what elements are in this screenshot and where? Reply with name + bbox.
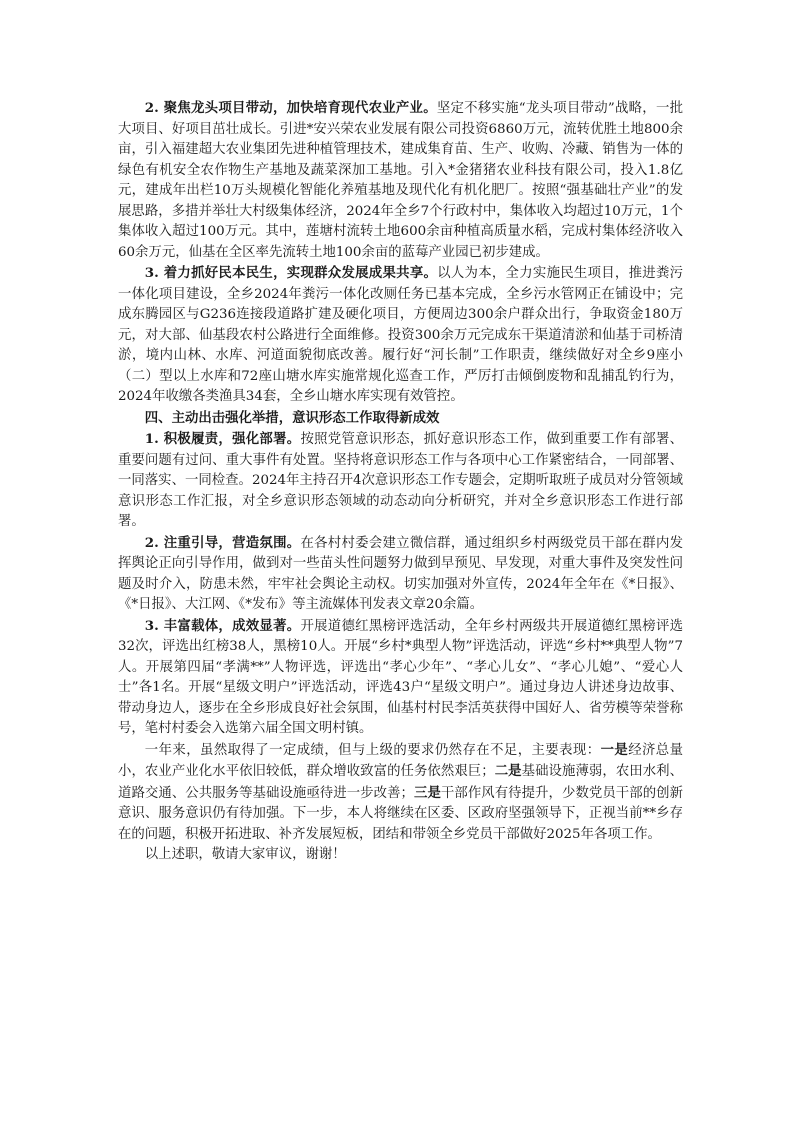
summary-point-two-lead: 二是: [494, 763, 522, 779]
paragraph-text: 坚定不移实施“龙头项目带动”战略，一批大项目、好项目茁壮成长。引进*安兴荣农业发展有限公司投资6860万元，流转优胜土地800余亩，引入福建超大农业集团先进种植管理技术，建成集育苗、生产、收购、冷藏、销售为一体的绿色有机安全农作物生产基地及蔬菜深加工基地。引入*金猪猪农业科技有限公司，投入1.8亿元，建成年出栏10万头规模化智能化养殖基地及现代化有机化肥厂。按照“强基础壮产业”的发展思路，多措并举壮大村级集体经济，2024年全乡7个行政村中，集体收入均超过10万元，1个集体收入超过100万元。其中，莲塘村流转土地600余亩种植高质量水稻，完成村集体经济收入60余万元，仙基在全区率先流转土地100余亩的蓝莓产业园已初步建成。: [118, 101, 683, 260]
summary-point-two: 基础设施薄弱，农田水利、道路交通、公共服务等基础设施亟待进一步改善；: [118, 764, 684, 801]
summary-intro: 一年来，虽然取得了一定成绩，但与上级的要求仍然存在不足，主要表现：: [144, 742, 601, 758]
paragraph-lead: 2. 注重引导，营造氛围。: [144, 534, 301, 551]
paragraph-lead: 1. 积极履责，强化部署。: [144, 431, 301, 447]
section-heading: 四、主动出击强化举措，意识形态工作取得新成效: [144, 409, 440, 426]
paragraph-text: 以人为本，全力实施民生项目，推进粪污一体化项目建设，全乡2024年粪污一体化改厕任务已基本完成，全乡污水管网正在铺设中；完成东腾园区与G236连接段道路扩建及硬化项目，方便周边300余户群众出行，争取资金180万元，对大部、仙基段农村公路进行全面维修。投资300余万元完成东干渠道清淤和仙基于司桥清淤，境内山林、水库、河道面貌彻底改善。履行好“河长制”工作职责，继续做好对全乡9座小（二）型以上水库和72座山塘水库实施常规化巡查工作，严厉打击倾倒废物和乱捕乱钓行为，2024年收缴各类渔具34套，全乡山塘水库实现有效管控。: [118, 266, 684, 404]
paragraph-summary: [118, 740, 683, 846]
summary-point-three: 干部作风有待提升，少数党员干部的创新意识、服务意识仍有待加强。下一步，本人将继续在区委、区政府坚强领导下，正视当前**乡存在的问题，积极开拓进取、补齐发展短板，团结和带领全乡党员干部做好2025年各项工作。: [118, 785, 684, 842]
paragraph-lead: 3. 着力抓好民本民生，实现群众发展成果共享。: [144, 265, 438, 281]
paragraph-duty: [118, 429, 683, 533]
paragraph-lead: 2. 聚焦龙头项目带动，加快培育现代农业产业。: [144, 100, 437, 116]
section-heading-ideology: [118, 408, 683, 430]
document-body: [118, 98, 683, 866]
paragraph-livelihood: [118, 263, 683, 408]
paragraph-agriculture: [118, 98, 683, 263]
paragraph-text: 开展道德红黑榜评选活动，全年乡村两级共开展道德红黑榜评选32次，评选出红榜38人，黑榜10人。开展“乡村*典型人物”评选活动，评选“乡村**典型人物”7人。开展第四届“孝满**”人物评选，评选出“孝心少年”、“孝心儿女”、“孝心儿媳”、“爱心人士”各1名。开展“星级文明户”评选活动，评选43户“星级文明户”。通过身边人讲述身边故事、带动身边人，逐步在全乡形成良好社会氛围，仙基村村民李活英获得中国好人、省劳模等荣誉称号，笔村村委会入选第六届全国文明村镇。: [118, 618, 684, 736]
paragraph-guidance: [118, 533, 683, 616]
paragraph-carriers: [118, 616, 683, 740]
summary-point-three-lead: 三是: [413, 784, 441, 801]
paragraph-text: 按照党管意识形态，抓好意识形态工作，做到重要工作有部署、重要问题有过问、重大事件有处置。坚持将意识形态工作与各项中心工作紧密结合，一同部署、一同落实、一同检查。2024年主持召开4次意识形态工作专题会，定期听取班子成员对分管领域意识形态工作汇报，对全乡意识形态领域的动态动向分析研究，并对全乡意识形态工作进行部署。: [118, 432, 684, 529]
closing-line: 以上述职，敬请大家审议，谢谢！: [144, 847, 346, 862]
paragraph-text: 在各村村委会建立微信群，通过组织乡村两级党员干部在群内发挥舆论正向引导作用，做到对一些苗头性问题努力做到早预见、早发现，对重大事件及突发性问题及时介入，防患未然，牢牢社会舆论主动权。切实加强对外宣传，2024年全年在《*日报》、《*日报》、大江网、《*发布》等主流媒体刊发表文章20余篇。: [118, 535, 684, 612]
summary-point-one-lead: 一是: [600, 741, 629, 758]
paragraph-lead: 3. 丰富载体，成效显著。: [144, 617, 301, 634]
summary-point-one: 经济总量小，农业产业化水平依旧较低，群众增收致富的任务依然艰巨；: [118, 742, 684, 779]
